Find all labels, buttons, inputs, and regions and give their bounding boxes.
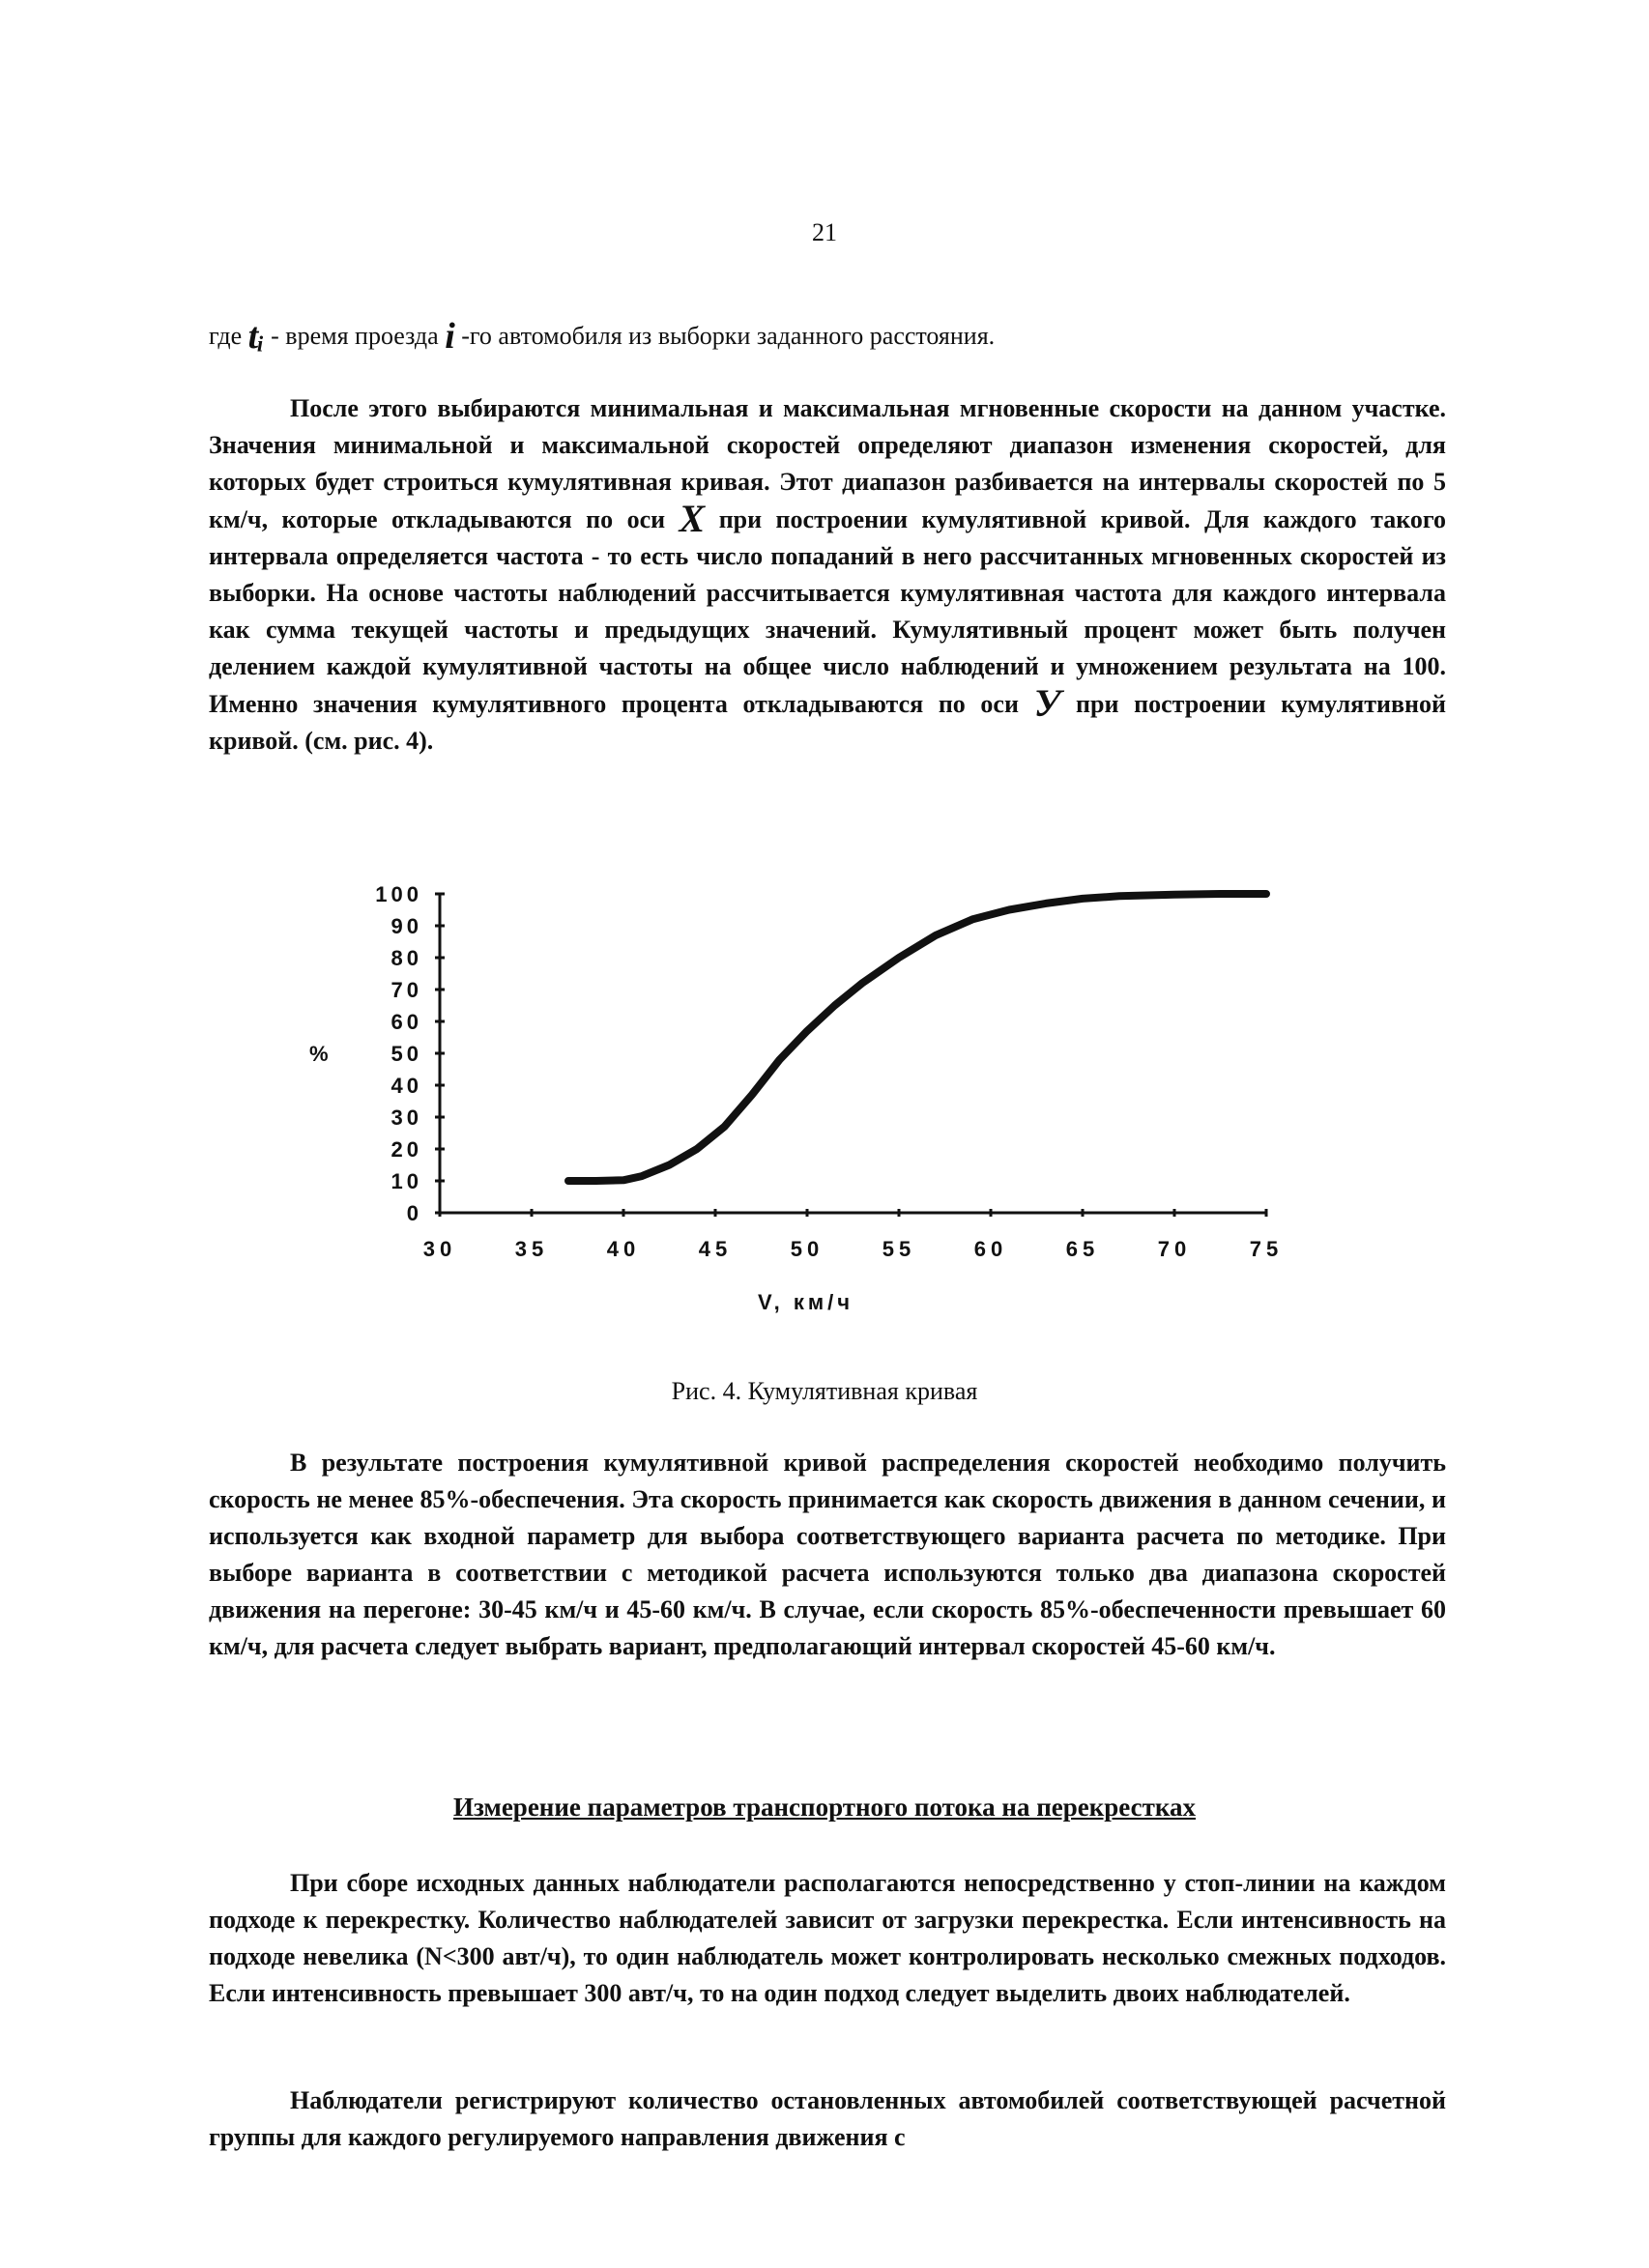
page-number: 21 bbox=[812, 218, 837, 246]
axis-y-symbol: У bbox=[1033, 681, 1061, 725]
paragraph-1-part-2: при построении кумулятивной кривой. Для каждого такого интервала определяется частота - то есть число попаданий в него рассчитанных мгновенных скоростей из выборки. На основе частоты наблюдений рассчитывается кумулятивная частота для каждого интервала как сумма текущей частоты и предыдущих значений. Кумулятивный процент может быть получен делением каждой кумулятивной частоты на общее число наблюдений и умножением результата на 100. Именно значения кумулятивного процента откладываются по оси bbox=[209, 505, 1447, 718]
paragraph-observers bbox=[209, 1865, 1446, 2012]
paragraph-method bbox=[209, 390, 1446, 760]
where-middle: - время проезда bbox=[271, 322, 439, 350]
x-tick-label: 70 bbox=[1157, 1237, 1192, 1261]
x-tick-label: 50 bbox=[790, 1237, 824, 1261]
chart-svg bbox=[290, 870, 1305, 1334]
x-tick-label: 75 bbox=[1249, 1237, 1284, 1261]
figure-caption: Рис. 4. Кумулятивная кривая bbox=[671, 1377, 978, 1405]
y-tick-label: 50 bbox=[391, 1042, 422, 1066]
x-tick-label: 35 bbox=[514, 1237, 549, 1261]
definition-line bbox=[209, 315, 1465, 358]
y-tick-label: 0 bbox=[406, 1201, 422, 1225]
y-tick-label: 30 bbox=[391, 1105, 422, 1130]
x-tick-label: 60 bbox=[973, 1237, 1008, 1261]
x-tick-label: 40 bbox=[606, 1237, 641, 1261]
section-heading: Измерение параметров транспортного потока на перекрестках bbox=[452, 1793, 1197, 1822]
y-tick-label: 80 bbox=[391, 946, 422, 970]
axis-x-symbol: X bbox=[679, 497, 706, 540]
y-tick-label: 70 bbox=[391, 978, 422, 1002]
paragraph-1-part-3: при построении кумулятивной кривой. (см. рис. 4). bbox=[209, 690, 1447, 755]
y-tick-label: 90 bbox=[391, 914, 422, 938]
y-tick-label: 40 bbox=[391, 1074, 422, 1098]
x-tick-label: 55 bbox=[882, 1237, 916, 1261]
paragraph-3-text: При сборе исходных данных наблюдатели располагаются непосредственно у стоп-линии на каждом подходе к перекрестку. Количество наблюдателей зависит от загрузки перекрестка. Если интенсивность на подходе невелика (N<300 авт/ч), то один наблюдатель может контролировать несколько смежных подходов. Если интенсивность превышает 300 авт/ч, то на один подход следует выделить двоих наблюдателей. bbox=[209, 1869, 1446, 2007]
where-prefix: где bbox=[209, 322, 243, 350]
x-axis-label: V, км/ч bbox=[757, 1290, 854, 1314]
cumulative-curve-chart bbox=[290, 870, 1305, 1334]
y-tick-label: 100 bbox=[375, 882, 422, 906]
x-tick-label: 30 bbox=[422, 1237, 457, 1261]
paragraph-2-text: В результате построения кумулятивной кривой распределения скоростей необходимо получить скорость не менее 85%-обеспечения. Эта скорость принимается как скорость движения в данном сечении, и используется как входной параметр для выбора соответствующего варианта расчета по методике. При выборе варианта в соответствии с методикой расчета используются только два диапазона скоростей движения на перегоне: 30-45 км/ч и 45-60 км/ч. В случае, если скорость 85%-обеспеченности превышает 60 км/ч, для расчета следует выбрать вариант, предполагающий интервал скоростей 45-60 км/ч. bbox=[209, 1449, 1446, 1660]
y-tick-label: 60 bbox=[391, 1010, 422, 1034]
paragraph-registration: Наблюдатели регистрируют количество остановленных автомобилей соответствующей расчетной группы для каждого регулируемого направления движения с bbox=[209, 2086, 1446, 2151]
y-tick-label: 10 bbox=[391, 1169, 422, 1193]
paragraph-1-part-1: После этого выбираются минимальная и максимальная мгновенные скорости на данном участке. Значения минимальной и максимальной скоростей определяют диапазон изменения скоростей, для которых будет строиться кумулятивная кривая. Этот диапазон разбивается на интервалы скоростей по 5 км/ч, которые откладываются по оси bbox=[209, 394, 1446, 533]
x-tick-label: 65 bbox=[1065, 1237, 1100, 1261]
cumulative-curve-line bbox=[568, 894, 1266, 1181]
paragraph-results bbox=[209, 1445, 1446, 1665]
y-axis-label: % bbox=[309, 1042, 329, 1066]
x-tick-label: 45 bbox=[698, 1237, 733, 1261]
y-tick-label: 20 bbox=[391, 1137, 422, 1162]
variable-i: i bbox=[445, 316, 455, 357]
where-suffix: -го автомобиля из выборки заданного расстояния. bbox=[461, 322, 996, 350]
variable-t: tᵢ bbox=[247, 316, 265, 357]
